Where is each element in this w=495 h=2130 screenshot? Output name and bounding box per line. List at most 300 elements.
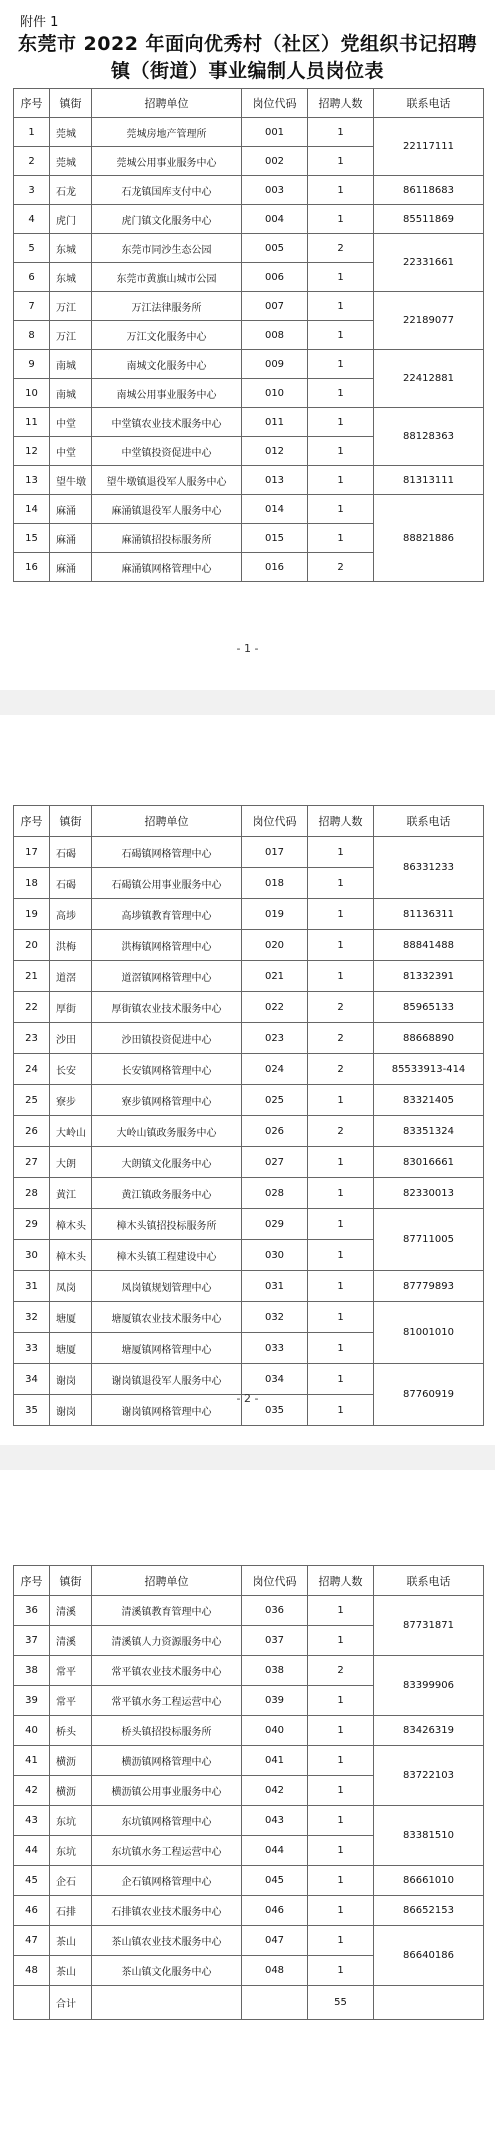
header-town: 镇街 xyxy=(50,806,92,837)
cell-code: 039 xyxy=(242,1686,308,1716)
cell-code: 019 xyxy=(242,899,308,930)
cell-count: 1 xyxy=(308,1085,374,1116)
cell-no: 4 xyxy=(14,205,50,234)
cell-unit: 高埗镇教育管理中心 xyxy=(92,899,242,930)
cell-count: 1 xyxy=(308,379,374,408)
table-row xyxy=(14,1716,484,1746)
cell-no: 16 xyxy=(14,553,50,582)
cell-town: 中堂 xyxy=(50,437,92,466)
cell-code: 038 xyxy=(242,1656,308,1686)
header-town: 镇街 xyxy=(50,89,92,118)
cell-town: 万江 xyxy=(50,321,92,350)
cell-phone: 83426319 xyxy=(374,1716,484,1746)
cell-town: 寮步 xyxy=(50,1085,92,1116)
cell-town: 沙田 xyxy=(50,1023,92,1054)
cell-no: 14 xyxy=(14,495,50,524)
cell-no: 43 xyxy=(14,1806,50,1836)
cell-phone: 86652153 xyxy=(374,1896,484,1926)
cell-count: 1 xyxy=(308,1333,374,1364)
cell-phone: 87711005 xyxy=(374,1209,484,1271)
header-phone: 联系电话 xyxy=(374,89,484,118)
cell-unit: 塘厦镇网格管理中心 xyxy=(92,1333,242,1364)
cell-unit: 横沥镇公用事业服务中心 xyxy=(92,1776,242,1806)
cell-code: 036 xyxy=(242,1596,308,1626)
cell-no: 5 xyxy=(14,234,50,263)
cell-phone: 87779893 xyxy=(374,1271,484,1302)
cell-town: 南城 xyxy=(50,379,92,408)
page-number: - 2 - xyxy=(236,1392,259,1405)
positions-table xyxy=(13,1565,484,2020)
cell-no: 13 xyxy=(14,466,50,495)
table-row xyxy=(14,930,484,961)
cell-unit: 茶山镇文化服务中心 xyxy=(92,1956,242,1986)
header-no: 序号 xyxy=(14,1566,50,1596)
cell-town: 大岭山 xyxy=(50,1116,92,1147)
cell-town: 东坑 xyxy=(50,1806,92,1836)
cell-phone: 86331233 xyxy=(374,837,484,899)
cell-unit: 万江法律服务所 xyxy=(92,292,242,321)
cell-town: 茶山 xyxy=(50,1926,92,1956)
cell-unit: 黄江镇政务服务中心 xyxy=(92,1178,242,1209)
cell-phone: 88668890 xyxy=(374,1023,484,1054)
cell-code: 015 xyxy=(242,524,308,553)
cell-town: 麻涌 xyxy=(50,524,92,553)
table-row xyxy=(14,1054,484,1085)
cell-unit xyxy=(92,1986,242,2020)
cell-town: 凤岗 xyxy=(50,1271,92,1302)
cell-town: 企石 xyxy=(50,1866,92,1896)
cell-code: 014 xyxy=(242,495,308,524)
cell-phone: 86640186 xyxy=(374,1926,484,1986)
header-unit: 招聘单位 xyxy=(92,89,242,118)
cell-code: 001 xyxy=(242,118,308,147)
table-row xyxy=(14,176,484,205)
cell-code: 045 xyxy=(242,1866,308,1896)
cell-town: 中堂 xyxy=(50,408,92,437)
cell-count: 2 xyxy=(308,553,374,582)
cell-town: 东城 xyxy=(50,263,92,292)
cell-count: 1 xyxy=(308,1956,374,1986)
cell-unit: 常平镇水务工程运营中心 xyxy=(92,1686,242,1716)
cell-phone: 22331661 xyxy=(374,234,484,292)
cell-code: 005 xyxy=(242,234,308,263)
header-phone: 联系电话 xyxy=(374,1566,484,1596)
cell-count: 1 xyxy=(308,1240,374,1271)
table-row xyxy=(14,1085,484,1116)
table-row xyxy=(14,1806,484,1836)
cell-code: 033 xyxy=(242,1333,308,1364)
cell-no: 19 xyxy=(14,899,50,930)
cell-no: 48 xyxy=(14,1956,50,1986)
cell-town: 东城 xyxy=(50,234,92,263)
cell-count: 1 xyxy=(308,176,374,205)
table-row xyxy=(14,350,484,379)
cell-unit: 清溪镇教育管理中心 xyxy=(92,1596,242,1626)
cell-town: 桥头 xyxy=(50,1716,92,1746)
cell-unit: 万江文化服务中心 xyxy=(92,321,242,350)
table-row xyxy=(14,1209,484,1240)
cell-code: 016 xyxy=(242,553,308,582)
page-3 xyxy=(0,1470,495,2130)
cell-phone: 83351324 xyxy=(374,1116,484,1147)
cell-no: 10 xyxy=(14,379,50,408)
cell-no: 44 xyxy=(14,1836,50,1866)
cell-count: 1 xyxy=(308,263,374,292)
cell-count: 1 xyxy=(308,1866,374,1896)
cell-no: 45 xyxy=(14,1866,50,1896)
cell-no: 18 xyxy=(14,868,50,899)
table-row xyxy=(14,1302,484,1333)
positions-table xyxy=(13,805,484,1426)
cell-unit: 东坑镇网格管理中心 xyxy=(92,1806,242,1836)
cell-no: 22 xyxy=(14,992,50,1023)
cell-no: 36 xyxy=(14,1596,50,1626)
cell-count: 1 xyxy=(308,408,374,437)
cell-code: 002 xyxy=(242,147,308,176)
cell-unit: 麻涌镇招投标服务所 xyxy=(92,524,242,553)
cell-unit: 东坑镇水务工程运营中心 xyxy=(92,1836,242,1866)
cell-code: 020 xyxy=(242,930,308,961)
cell-code: 031 xyxy=(242,1271,308,1302)
cell-unit: 企石镇网格管理中心 xyxy=(92,1866,242,1896)
cell-no: 37 xyxy=(14,1626,50,1656)
cell-town: 道滘 xyxy=(50,961,92,992)
positions-table xyxy=(13,88,484,582)
table-row xyxy=(14,837,484,868)
cell-unit: 大朗镇文化服务中心 xyxy=(92,1147,242,1178)
cell-count: 1 xyxy=(308,466,374,495)
cell-phone: 88821886 xyxy=(374,495,484,582)
table-row xyxy=(14,205,484,234)
cell-count: 1 xyxy=(308,1364,374,1395)
cell-code: 012 xyxy=(242,437,308,466)
table-row xyxy=(14,1364,484,1395)
cell-town: 望牛墩 xyxy=(50,466,92,495)
cell-count: 1 xyxy=(308,350,374,379)
cell-code: 023 xyxy=(242,1023,308,1054)
cell-phone: 86118683 xyxy=(374,176,484,205)
cell-town: 横沥 xyxy=(50,1776,92,1806)
cell-no: 39 xyxy=(14,1686,50,1716)
cell-code: 046 xyxy=(242,1896,308,1926)
cell-phone: 83722103 xyxy=(374,1746,484,1806)
cell-town: 石龙 xyxy=(50,176,92,205)
cell-unit: 石碣镇公用事业服务中心 xyxy=(92,868,242,899)
cell-town: 石碣 xyxy=(50,868,92,899)
cell-code: 024 xyxy=(242,1054,308,1085)
page-1 xyxy=(0,0,495,690)
cell-code: 037 xyxy=(242,1626,308,1656)
cell-town: 石碣 xyxy=(50,837,92,868)
cell-unit: 石排镇农业技术服务中心 xyxy=(92,1896,242,1926)
cell-count: 1 xyxy=(308,961,374,992)
cell-code: 004 xyxy=(242,205,308,234)
cell-code: 032 xyxy=(242,1302,308,1333)
cell-town: 塘厦 xyxy=(50,1333,92,1364)
cell-code: 040 xyxy=(242,1716,308,1746)
table-row xyxy=(14,899,484,930)
cell-no xyxy=(14,1986,50,2020)
cell-town: 清溪 xyxy=(50,1596,92,1626)
cell-no: 9 xyxy=(14,350,50,379)
cell-count: 2 xyxy=(308,234,374,263)
total-label: 合计 xyxy=(50,1986,92,2020)
cell-no: 41 xyxy=(14,1746,50,1776)
cell-town: 麻涌 xyxy=(50,553,92,582)
cell-no: 17 xyxy=(14,837,50,868)
cell-no: 3 xyxy=(14,176,50,205)
cell-unit: 沙田镇投资促进中心 xyxy=(92,1023,242,1054)
cell-code: 003 xyxy=(242,176,308,205)
cell-count: 1 xyxy=(308,495,374,524)
cell-town: 万江 xyxy=(50,292,92,321)
cell-unit: 樟木头镇工程建设中心 xyxy=(92,1240,242,1271)
cell-town: 清溪 xyxy=(50,1626,92,1656)
cell-code: 029 xyxy=(242,1209,308,1240)
cell-count: 1 xyxy=(308,1271,374,1302)
cell-phone: 87731871 xyxy=(374,1596,484,1656)
cell-count: 1 xyxy=(308,1686,374,1716)
cell-unit: 石碣镇网格管理中心 xyxy=(92,837,242,868)
table-row xyxy=(14,1746,484,1776)
cell-no: 26 xyxy=(14,1116,50,1147)
cell-code: 011 xyxy=(242,408,308,437)
cell-no: 35 xyxy=(14,1395,50,1426)
header-phone: 联系电话 xyxy=(374,806,484,837)
cell-phone: 86661010 xyxy=(374,1866,484,1896)
cell-town: 横沥 xyxy=(50,1746,92,1776)
cell-code: 006 xyxy=(242,263,308,292)
cell-town: 洪梅 xyxy=(50,930,92,961)
cell-unit: 南城公用事业服务中心 xyxy=(92,379,242,408)
total-count: 55 xyxy=(308,1986,374,2020)
cell-code: 009 xyxy=(242,350,308,379)
cell-phone: 83016661 xyxy=(374,1147,484,1178)
table-header-row xyxy=(14,89,484,118)
cell-count: 1 xyxy=(308,1836,374,1866)
cell-code: 026 xyxy=(242,1116,308,1147)
page-number: - 1 - xyxy=(236,642,259,655)
cell-code: 025 xyxy=(242,1085,308,1116)
table-row xyxy=(14,992,484,1023)
cell-code: 027 xyxy=(242,1147,308,1178)
header-code: 岗位代码 xyxy=(242,806,308,837)
cell-no: 24 xyxy=(14,1054,50,1085)
cell-no: 6 xyxy=(14,263,50,292)
cell-phone: 81332391 xyxy=(374,961,484,992)
cell-count: 1 xyxy=(308,1776,374,1806)
cell-unit: 石龙镇国库支付中心 xyxy=(92,176,242,205)
cell-code: 008 xyxy=(242,321,308,350)
cell-phone: 88128363 xyxy=(374,408,484,466)
cell-no: 23 xyxy=(14,1023,50,1054)
cell-phone: 87760919 xyxy=(374,1364,484,1426)
cell-phone: 85511869 xyxy=(374,205,484,234)
cell-phone: 81136311 xyxy=(374,899,484,930)
cell-unit: 东莞市同沙生态公园 xyxy=(92,234,242,263)
cell-code: 034 xyxy=(242,1364,308,1395)
cell-no: 11 xyxy=(14,408,50,437)
cell-unit: 常平镇农业技术服务中心 xyxy=(92,1656,242,1686)
cell-no: 32 xyxy=(14,1302,50,1333)
cell-no: 29 xyxy=(14,1209,50,1240)
cell-town: 茶山 xyxy=(50,1956,92,1986)
cell-phone: 83321405 xyxy=(374,1085,484,1116)
cell-unit: 长安镇网格管理中心 xyxy=(92,1054,242,1085)
header-unit: 招聘单位 xyxy=(92,1566,242,1596)
table-row xyxy=(14,466,484,495)
cell-phone: 81001010 xyxy=(374,1302,484,1364)
cell-count: 2 xyxy=(308,1023,374,1054)
cell-code xyxy=(242,1986,308,2020)
cell-town: 东坑 xyxy=(50,1836,92,1866)
cell-town: 常平 xyxy=(50,1656,92,1686)
cell-code: 035 xyxy=(242,1395,308,1426)
cell-code: 028 xyxy=(242,1178,308,1209)
cell-phone: 81313111 xyxy=(374,466,484,495)
cell-no: 21 xyxy=(14,961,50,992)
cell-count: 1 xyxy=(308,1926,374,1956)
cell-unit: 中堂镇投资促进中心 xyxy=(92,437,242,466)
cell-code: 010 xyxy=(242,379,308,408)
cell-phone: 85533913-414 xyxy=(374,1054,484,1085)
cell-phone: 22117111 xyxy=(374,118,484,176)
cell-town: 莞城 xyxy=(50,118,92,147)
cell-unit: 谢岗镇网格管理中心 xyxy=(92,1395,242,1426)
table-row xyxy=(14,1116,484,1147)
cell-no: 47 xyxy=(14,1926,50,1956)
cell-count: 1 xyxy=(308,1746,374,1776)
cell-no: 30 xyxy=(14,1240,50,1271)
cell-no: 33 xyxy=(14,1333,50,1364)
cell-town: 厚街 xyxy=(50,992,92,1023)
cell-town: 谢岗 xyxy=(50,1364,92,1395)
cell-town: 长安 xyxy=(50,1054,92,1085)
cell-town: 樟木头 xyxy=(50,1209,92,1240)
cell-count: 1 xyxy=(308,1209,374,1240)
table-row xyxy=(14,495,484,524)
table-row xyxy=(14,1023,484,1054)
cell-count: 1 xyxy=(308,868,374,899)
cell-count: 1 xyxy=(308,1626,374,1656)
cell-unit: 南城文化服务中心 xyxy=(92,350,242,379)
cell-unit: 麻涌镇退役军人服务中心 xyxy=(92,495,242,524)
cell-unit: 樟木头镇招投标服务所 xyxy=(92,1209,242,1240)
document-title: 东莞市 2022 年面向优秀村（社区）党组织书记招聘镇（街道）事业编制人员岗位表 xyxy=(17,33,478,82)
cell-phone: 22189077 xyxy=(374,292,484,350)
table-row xyxy=(14,1926,484,1956)
cell-code: 017 xyxy=(242,837,308,868)
cell-unit: 莞城公用事业服务中心 xyxy=(92,147,242,176)
header-code: 岗位代码 xyxy=(242,89,308,118)
cell-unit: 塘厦镇农业技术服务中心 xyxy=(92,1302,242,1333)
cell-unit: 道滘镇网格管理中心 xyxy=(92,961,242,992)
table-row xyxy=(14,1896,484,1926)
cell-code: 042 xyxy=(242,1776,308,1806)
cell-phone: 22412881 xyxy=(374,350,484,408)
header-code: 岗位代码 xyxy=(242,1566,308,1596)
cell-phone: 82330013 xyxy=(374,1178,484,1209)
cell-phone: 83381510 xyxy=(374,1806,484,1866)
table-row xyxy=(14,234,484,263)
header-no: 序号 xyxy=(14,89,50,118)
cell-no: 20 xyxy=(14,930,50,961)
cell-no: 31 xyxy=(14,1271,50,1302)
cell-count: 1 xyxy=(308,1395,374,1426)
table-row xyxy=(14,118,484,147)
cell-no: 28 xyxy=(14,1178,50,1209)
cell-count: 2 xyxy=(308,992,374,1023)
cell-unit: 厚街镇农业技术服务中心 xyxy=(92,992,242,1023)
cell-no: 38 xyxy=(14,1656,50,1686)
cell-no: 27 xyxy=(14,1147,50,1178)
cell-count: 1 xyxy=(308,837,374,868)
cell-count: 1 xyxy=(308,524,374,553)
cell-code: 013 xyxy=(242,466,308,495)
cell-code: 030 xyxy=(242,1240,308,1271)
table-row xyxy=(14,1656,484,1686)
cell-no: 1 xyxy=(14,118,50,147)
cell-unit: 桥头镇招投标服务所 xyxy=(92,1716,242,1746)
cell-town: 高埗 xyxy=(50,899,92,930)
cell-count: 1 xyxy=(308,1178,374,1209)
cell-unit: 茶山镇农业技术服务中心 xyxy=(92,1926,242,1956)
attachment-label: 附件 1 xyxy=(20,15,59,30)
cell-code: 021 xyxy=(242,961,308,992)
cell-phone: 83399906 xyxy=(374,1656,484,1716)
header-unit: 招聘单位 xyxy=(92,806,242,837)
cell-count: 1 xyxy=(308,118,374,147)
cell-unit: 清溪镇人力资源服务中心 xyxy=(92,1626,242,1656)
cell-unit: 洪梅镇网格管理中心 xyxy=(92,930,242,961)
cell-count: 2 xyxy=(308,1116,374,1147)
cell-unit: 望牛墩镇退役军人服务中心 xyxy=(92,466,242,495)
cell-unit: 虎门镇文化服务中心 xyxy=(92,205,242,234)
cell-count: 1 xyxy=(308,899,374,930)
cell-no: 7 xyxy=(14,292,50,321)
cell-phone: 88841488 xyxy=(374,930,484,961)
cell-town: 大朗 xyxy=(50,1147,92,1178)
table-row xyxy=(14,1271,484,1302)
cell-no: 34 xyxy=(14,1364,50,1395)
cell-count: 1 xyxy=(308,1302,374,1333)
table-row xyxy=(14,292,484,321)
header-no: 序号 xyxy=(14,806,50,837)
header-count: 招聘人数 xyxy=(308,1566,374,1596)
header-count: 招聘人数 xyxy=(308,806,374,837)
cell-town: 樟木头 xyxy=(50,1240,92,1271)
cell-code: 041 xyxy=(242,1746,308,1776)
table-row xyxy=(14,408,484,437)
cell-town: 常平 xyxy=(50,1686,92,1716)
table-header-row xyxy=(14,806,484,837)
cell-town: 虎门 xyxy=(50,205,92,234)
cell-count: 1 xyxy=(308,437,374,466)
cell-town: 南城 xyxy=(50,350,92,379)
cell-count: 1 xyxy=(308,147,374,176)
cell-count: 1 xyxy=(308,1806,374,1836)
cell-unit: 东莞市黄旗山城市公园 xyxy=(92,263,242,292)
cell-unit: 谢岗镇退役军人服务中心 xyxy=(92,1364,242,1395)
cell-no: 42 xyxy=(14,1776,50,1806)
cell-code: 007 xyxy=(242,292,308,321)
cell-phone: 85965133 xyxy=(374,992,484,1023)
cell-unit: 凤岗镇规划管理中心 xyxy=(92,1271,242,1302)
cell-town: 谢岗 xyxy=(50,1395,92,1426)
cell-count: 1 xyxy=(308,292,374,321)
table-row xyxy=(14,1178,484,1209)
cell-count: 1 xyxy=(308,321,374,350)
